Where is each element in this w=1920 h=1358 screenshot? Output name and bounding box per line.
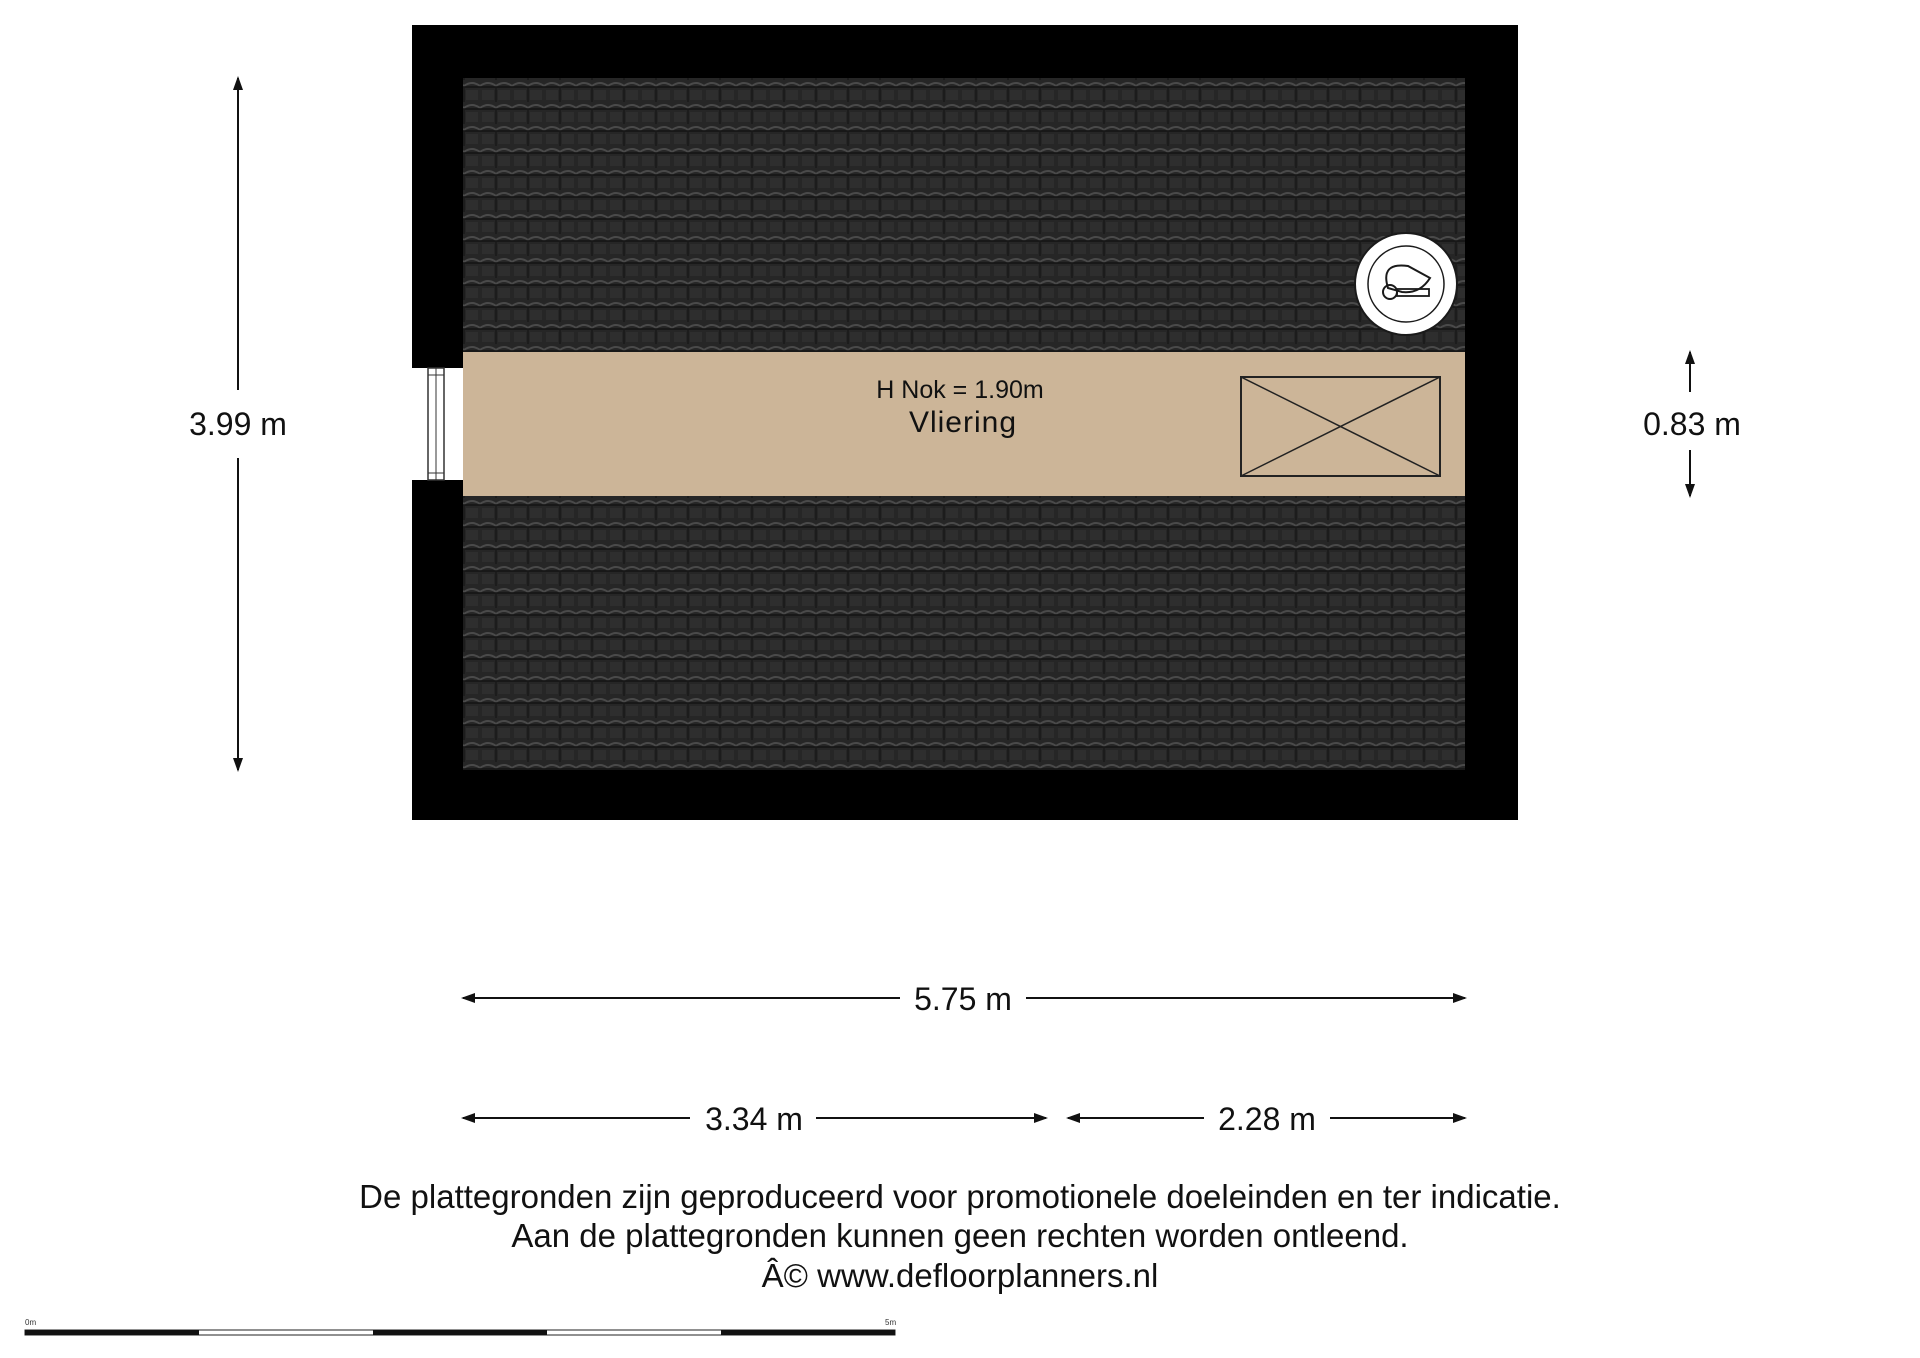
- scale-bar-end-label: 5m: [885, 1318, 897, 1327]
- dimension-width-right-label: 2.28 m: [1218, 1101, 1316, 1137]
- dimension-height-total-label: 3.99 m: [189, 406, 287, 442]
- dimension-width-right: [1068, 1101, 1465, 1137]
- scale-bar: [25, 1318, 896, 1335]
- dimension-height-total: [189, 78, 287, 770]
- dimension-width-left: [463, 1101, 1046, 1137]
- disclaimer-line-1: De plattegronden zijn geproduceerd voor promotionele doeleinden en ter indicatie.: [359, 1178, 1561, 1215]
- room-name: Vliering: [908, 406, 1018, 439]
- roof-tiles-top: [463, 78, 1465, 352]
- dimension-height-strip: [1643, 352, 1741, 496]
- roof-tiles-bottom: [463, 496, 1465, 770]
- dimension-width-total: [463, 981, 1465, 1017]
- dimension-width-total-label: 5.75 m: [914, 981, 1012, 1017]
- dimension-height-strip-label: 0.83 m: [1643, 406, 1741, 442]
- dimension-width-left-label: 3.34 m: [705, 1101, 803, 1137]
- skylight-icon: [1355, 233, 1457, 335]
- scale-bar-start-label: 0m: [25, 1318, 37, 1327]
- ridge-height-label: H Nok = 1.90m: [876, 376, 1044, 404]
- window-icon: [412, 368, 463, 480]
- disclaimer-line-2: Aan de plattegronden kunnen geen rechten worden ontleend.: [511, 1217, 1409, 1254]
- disclaimer-copyright-link[interactable]: Â© www.defloorplanners.nl: [761, 1257, 1159, 1294]
